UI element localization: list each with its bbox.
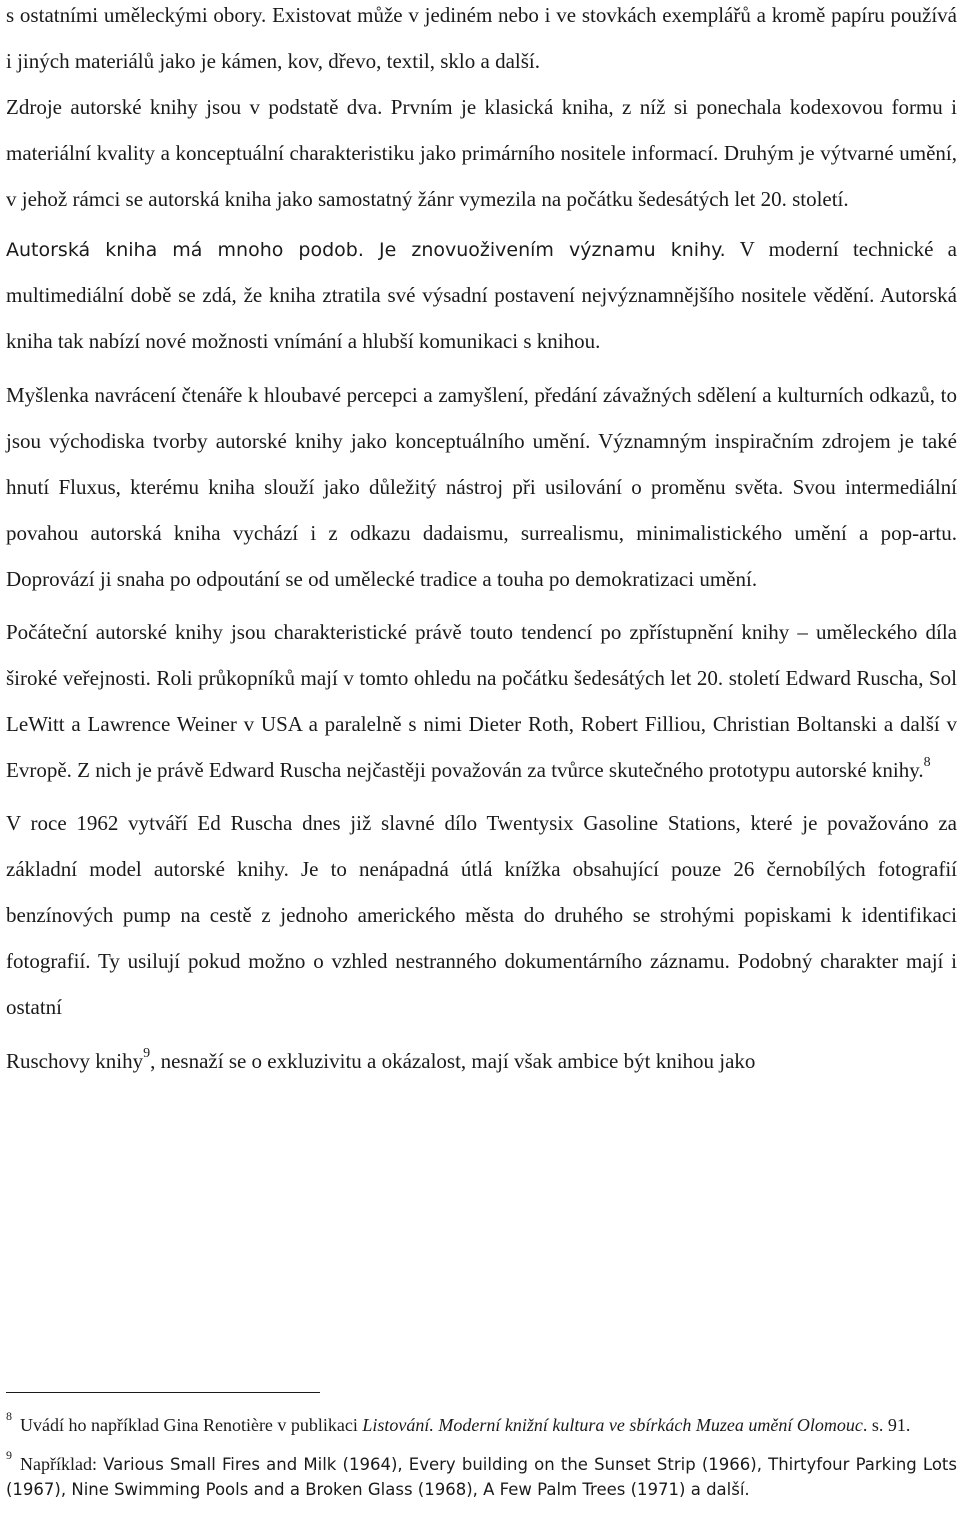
paragraph: s ostatními uměleckými obory. Existovat může v jediném nebo i ve stovkách exemplářů a kromě papíru používá i jiných materiálů jako je kámen, kov, dřevo, textil, sklo a další. xyxy=(6,3,957,73)
footnotes xyxy=(6,1409,957,1502)
paragraph xyxy=(6,1039,957,1085)
footnote-reference[interactable]: 8 xyxy=(923,754,931,770)
paragraph-run: , nesnaží se o exkluzivitu a okázalost, mají však ambice být knihou jako xyxy=(150,1048,756,1073)
paragraph: Myšlenka navrácení čtenáře k hloubavé percepci a zamyšlení, předání závažných sdělení a kulturních odkazů, to jsou východiska tvorby autorské knihy jako konceptuálního umění. Významným inspiračním zdrojem je také hnutí Fluxus, kterému kniha slouží jako důležitý nástroj při usilování o proměnu světa. Svou intermediální povahou autorská kniha vychází i z odkazu dadaismu, surrealismu, minimalistického umění a pop-artu. Doprovází ji snaha po odpoutání se od umělecké tradice a touha po demokratizaci umění. xyxy=(6,383,957,591)
paragraph-run: V moderní technické a multimediální době se zdá, že kniha ztratila své výsadní postavení nejvýznamnějšího nositele vědění. xyxy=(6,236,958,308)
paragraph-sans-run: Autorská kniha má mnoho podob. Je znovuoživením významu knihy. xyxy=(6,238,726,261)
document-page xyxy=(6,0,957,1085)
paragraph-run: Ruschovy knihy xyxy=(6,1048,144,1073)
paragraph: Zdroje autorské knihy jsou v podstatě dva. Prvním je klasická kniha, z níž si ponechala kodexovou formu i materiální kvality a konceptuální charakteristiku jako primárního nositele informací. Druhým je výtvarné umění, v jehož rámci se autorská kniha jako samostatný žánr vymezila na počátku šedesátých let 20. století. xyxy=(6,94,957,211)
footnote-lead: Například: xyxy=(20,1454,97,1474)
footnote-text: Various Small Fires and Milk (1964), Every building on the Sunset Strip (1966), Thirtyfour Parking Lots (1967), Nine Swimming Pools and a Broken Glass (1968), A Few Palm Trees (1971) a další. xyxy=(6,1455,957,1499)
footnote-text: . s. 91. xyxy=(862,1415,911,1435)
footnote-separator xyxy=(6,1392,320,1393)
paragraph: V roce 1962 vytváří Ed Ruscha dnes již slavné dílo Twentysix Gasoline Stations, které je považováno za základní model autorské knihy. Je to nenápadná útlá knížka obsahující pouze 26 černobílých fotografií benzínových pump na cestě z jednoho amerického města do druhého se strohými popiskami k identifikaci fotografií. Ty usilují pokud možno o vzhled nestranného dokumentárního záznamu. Podobný charakter mají i ostatní xyxy=(6,811,957,1020)
footnote-8 xyxy=(6,1409,957,1438)
paragraph-run: Počáteční autorské knihy jsou charakteristické právě touto tendencí po zpřístupnění knihy – uměleckého díla široké veřejnosti. Roli průkopníků mají v tomto ohledu na počátku šedesátých let 20. století Edward Ruscha, Sol LeWitt a Lawrence Weiner v USA a paralelně s nimi Dieter Roth, Robert Filliou, Christian Boltanski a další v Evropě. Z nich je právě Edward Ruscha nejčastěji považován za tvůrce skutečného prototypu autorské knihy. xyxy=(6,619,957,782)
paragraph-run: Autorská kniha tak nabízí nové možnosti vnímání a hlubší komunikaci s knihou. xyxy=(6,283,957,354)
paragraph xyxy=(6,227,957,366)
footnote-text: Uvádí ho například Gina Renotière v publikaci xyxy=(20,1415,358,1435)
footnote-reference[interactable]: 9 xyxy=(143,1045,151,1061)
footnote-citation-title: Listování. Moderní knižní kultura ve sbírkách Muzea umění Olomouc xyxy=(362,1415,863,1435)
paragraph xyxy=(6,610,957,794)
footnote-number: 9 xyxy=(6,1448,12,1462)
footnote-number: 8 xyxy=(6,1409,12,1423)
footnote-9 xyxy=(6,1448,957,1502)
